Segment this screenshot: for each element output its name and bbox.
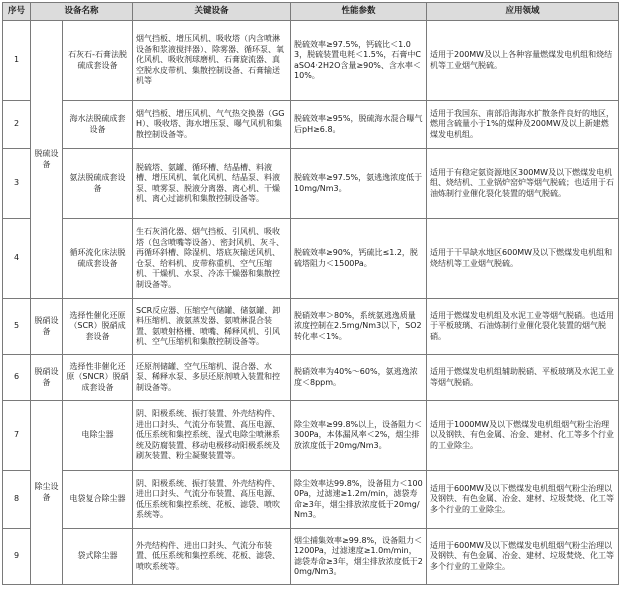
row-no: 3: [3, 149, 31, 219]
row-key: 烟气挡板、增压风机、吸收塔（内含喷淋设备和浆液搅拌器）、除雾器、循环泵、氧化风机、吸收剂球磨机、石膏旋流器、真空脱水皮带机、集散控制设备、石膏输送机等: [133, 21, 291, 101]
row-name: 选择性催化还原（SCR）脱硝成套设备: [63, 299, 133, 355]
header-key: 关键设备: [133, 3, 291, 21]
row-key: 烟气挡板、增压风机、气气热交换器（GGH）、吸收塔、海水增压泵、曝气风机和集散控制设备等。: [133, 101, 291, 149]
row-perf: 脱硝效率＞80%，系统氨逃逸质量浓度控制在2.5mg/Nm3以下，SO2转化率＜1%。: [291, 299, 427, 355]
row-no: 1: [3, 21, 31, 101]
category-dust: 除尘设备: [31, 401, 63, 585]
row-perf: 脱硫效率≥95%，脱硫海水混合曝气后pH≥6.8。: [291, 101, 427, 149]
row-app: 适用于干旱缺水地区600MW及以下燃煤发电机组和烧结机等工业烟气脱硫。: [427, 219, 619, 299]
row-name: 选择性非催化还原（SNCR）脱硝成套设备: [63, 355, 133, 401]
row-perf: 烟尘捕集效率≥99.8%，设备阻力＜1200Pa，过滤速度≥1.0m/min，滤袋寿命≥3年，烟尘排放浓度低于20mg/Nm3。: [291, 529, 427, 585]
header-perf: 性能参数: [291, 3, 427, 21]
row-app: 适用于200MW及以上各种容量燃煤发电机组和烧结机等工业烟气脱硫。: [427, 21, 619, 101]
table-row: [3, 21, 619, 101]
row-name: 电除尘器: [63, 401, 133, 471]
row-key: 外壳结构件、进出口封头、气流分布装置、低压系统和集控系统、花板、滤袋、喷吹系统等。: [133, 529, 291, 585]
table-header-row: [3, 3, 619, 21]
category-desulf: 脱硫设备: [31, 21, 63, 299]
row-no: 9: [3, 529, 31, 585]
row-no: 6: [3, 355, 31, 401]
table-row: [3, 299, 619, 355]
row-name: 氨法脱硫成套设备: [63, 149, 133, 219]
row-app: 适用于燃煤发电机组及水泥工业等烟气脱硝。也适用于平板玻璃、石油炼制行业催化裂化装置的烟气脱硝。: [427, 299, 619, 355]
table-row: [3, 219, 619, 299]
table-row: [3, 529, 619, 585]
row-app: 适用于1000MW及以下燃煤发电机组烟气粉尘治理以及钢铁、有色金属、冶金、建材、化工等多个行业的工业除尘。: [427, 401, 619, 471]
row-name: 循环流化床法脱硫成套设备: [63, 219, 133, 299]
row-perf: 除尘效率≥99.8%以上，设备阻力＜300Pa，本体漏风率＜2%，烟尘排放浓度低于20mg/Nm3。: [291, 401, 427, 471]
row-key: 阴、阳极系统、振打装置、外壳结构件、进出口封头、气流分布装置、高压电源、低压系统和集控系统、花板、滤袋、喷吹系统等。: [133, 471, 291, 529]
header-app: 应用领域: [427, 3, 619, 21]
row-perf: 脱硫效率≥97.5%，氨逃逸浓度低于10mg/Nm3。: [291, 149, 427, 219]
row-key: 生石灰消化器、烟气挡板、引风机、吸收塔（包含喷嘴等设备）、密封风机、灰斗、再循环斜槽、除湿机、塔底灰输送风机、仓泵、给料机、皮带称重机、空气压缩机、干燥机、水泵、冷冻干燥器和集散控制设备等。: [133, 219, 291, 299]
row-key: 脱硫塔、氨罐、循环槽、结晶槽、料液槽、增压风机、氧化风机、结晶泵、料液泵、喷雾泵、脱液分离器、离心机、干燥机、离心过滤机和集散控制设备等。: [133, 149, 291, 219]
table-row: [3, 401, 619, 471]
row-no: 7: [3, 401, 31, 471]
equipment-table: [2, 2, 619, 585]
category-denox-scr: 脱硝设备: [31, 299, 63, 355]
row-app: 适用于有稳定氨资源地区300MW及以下燃煤发电机组、烧结机、工业锅炉窑炉等烟气脱硫；也适用于石油炼制行业催化裂化装置的烟气脱硫。: [427, 149, 619, 219]
row-perf: 除尘效率达99.8%，设备阻力＜1000Pa，过滤速≥1.2m/min，滤袋寿命≥3年，烟尘排放浓度低于20mg/Nm3。: [291, 471, 427, 529]
row-name: 石灰石-石膏法脱硫成套设备: [63, 21, 133, 101]
row-key: SCR反应器、压缩空气储罐、储氨罐、卸料压缩机、液氨蒸发器、氨喷淋混合装置、氨喷射格栅、喷嘴、稀释风机、引风机、空气压缩机和集散控制设备等。: [133, 299, 291, 355]
row-app: 适用于600MW及以下燃煤发电机组烟气粉尘治理以及钢铁、有色金属、冶金、建材、垃圾焚烧、化工等多个行业的工业除尘。: [427, 471, 619, 529]
header-no: 序号: [3, 3, 31, 21]
row-key: 还原剂储罐、空气压缩机、混合器、水泵、稀释水泵、多层还原剂喷入装置和控制设备等。: [133, 355, 291, 401]
row-name: 袋式除尘器: [63, 529, 133, 585]
row-name: 海水法脱硫成套设备: [63, 101, 133, 149]
row-perf: 脱硫效率≥97.5%，钙硫比＜1.03，脱硫装置电耗＜1.5%，石膏中CaSO4·2H2O含量≥90%、含水率＜10%。: [291, 21, 427, 101]
row-key: 阴、阳极系统、振打装置、外壳结构件、进出口封头、气流分布装置、高压电源、低压系统和集控系统、湿式电除尘喷淋系统及防腐装置、移动电极移动阳极系统及刷灰装置、粉尘凝聚装置等。: [133, 401, 291, 471]
row-no: 4: [3, 219, 31, 299]
table-row: [3, 101, 619, 149]
row-app: 适用于燃煤发电机组辅助脱硝、平板玻璃及水泥工业等烟气脱硝。: [427, 355, 619, 401]
row-no: 8: [3, 471, 31, 529]
row-no: 2: [3, 101, 31, 149]
row-perf: 脱硝效率为40%～60%，氨逃逸浓度＜8ppm。: [291, 355, 427, 401]
header-name: 设备名称: [31, 3, 133, 21]
table-row: [3, 149, 619, 219]
row-app: 适用于600MW及以下燃煤发电机组烟气粉尘治理以及钢铁、有色金属、冶金、建材、垃圾焚烧、化工等多个行业的工业除尘。: [427, 529, 619, 585]
row-no: 5: [3, 299, 31, 355]
table-row: [3, 471, 619, 529]
row-perf: 脱硫效率≥90%，钙硫比≤1.2，脱硫塔阻力＜1500Pa。: [291, 219, 427, 299]
row-app: 适用于我国东、南部沿海海水扩散条件良好的地区，燃用含硫量小于1%的煤种及200MW及以上新建燃煤发电机组。: [427, 101, 619, 149]
category-denox-sncr: 脱硝设备: [31, 355, 63, 401]
table-row: [3, 355, 619, 401]
row-name: 电袋复合除尘器: [63, 471, 133, 529]
